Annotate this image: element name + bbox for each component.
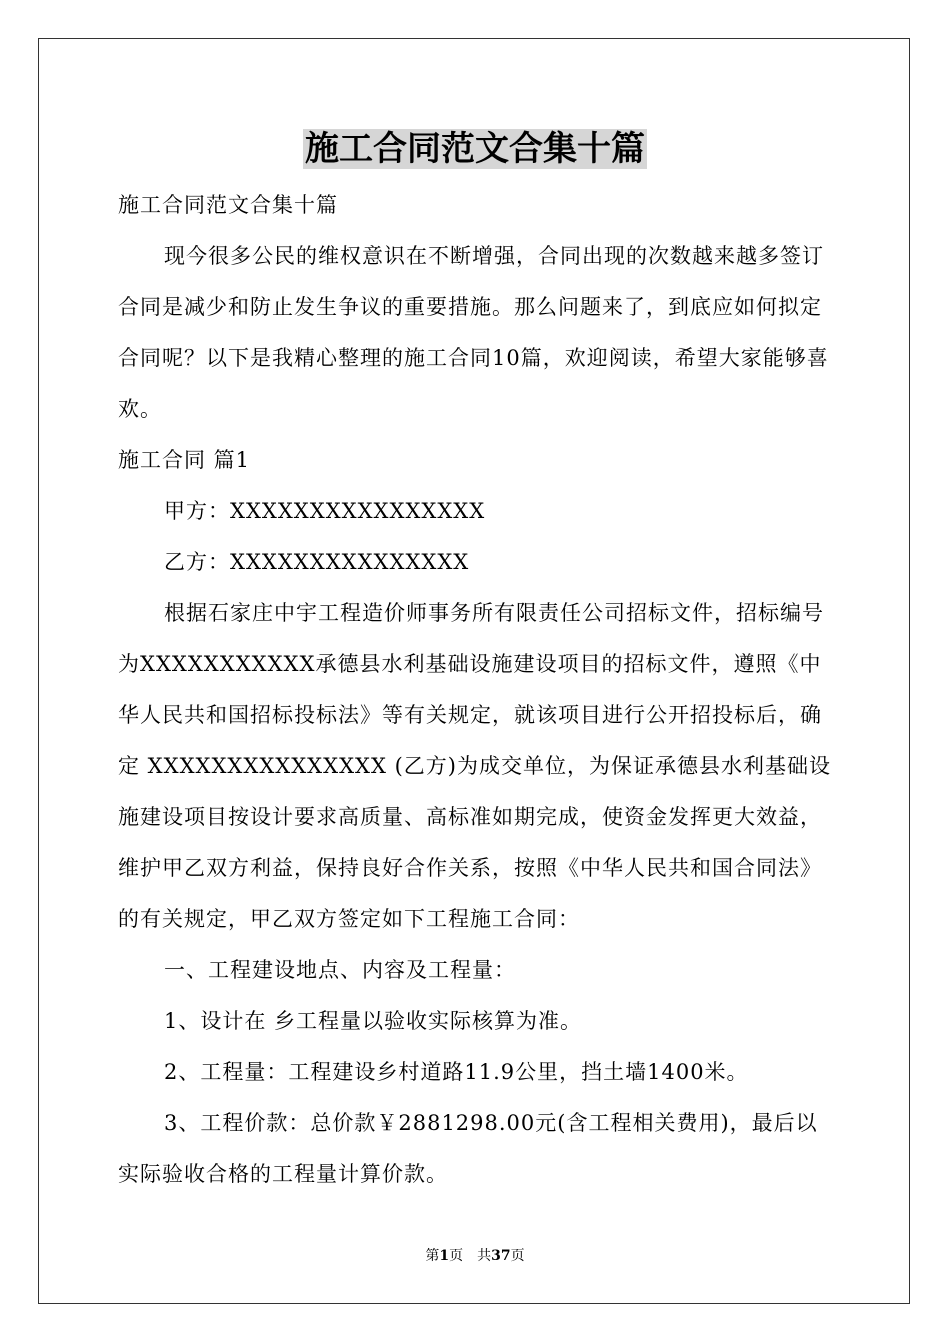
- clause-item-3: 3、工程价款：总价款￥2881298.00元(含工程相关费用)，最后以实际验收合格的工程量计算价款。: [118, 1111, 818, 1186]
- clause-item-1: 1、设计在 乡工程量以验收实际核算为准。: [164, 1009, 583, 1033]
- page-footer: [0, 1246, 950, 1266]
- footer-suffix: 页: [510, 1248, 525, 1264]
- party-b-line: 乙方：XXXXXXXXXXXXXXX: [164, 550, 470, 574]
- total-page-count: 37: [491, 1248, 511, 1264]
- party-a-line: 甲方：XXXXXXXXXXXXXXXX: [164, 499, 486, 523]
- document-body: [118, 180, 834, 1200]
- clause-heading: 一、工程建设地点、内容及工程量：: [164, 958, 516, 982]
- footer-prefix: 第: [425, 1248, 440, 1264]
- section-heading: 施工合同 篇1: [118, 448, 251, 472]
- subtitle-line: 施工合同范文合集十篇: [118, 193, 338, 217]
- contract-basis-paragraph: 根据石家庄中宇工程造价师事务所有限责任公司招标文件，招标编号为XXXXXXXXXXX承德县水利基础设施建设项目的招标文件，遵照《中华人民共和国招标投标法》等有关规定，就该项目进行公开招投标后，确定 XXXXXXXXXXXXXXX (乙方)为成交单位，为保证承德县水利基础设施建设项目按设计要求高质量、高标准如期完成，使资金发挥更大效益，维护甲乙双方利益，保持良好合作关系，按照《中华人民共和国合同法》的有关规定，甲乙双方签定如下工程施工合同：: [118, 601, 831, 931]
- document-title: 施工合同范文合集十篇: [305, 129, 645, 169]
- current-page-number: 1: [439, 1248, 450, 1264]
- intro-paragraph: 现今很多公民的维权意识在不断增强，合同出现的次数越来越多签订合同是减少和防止发生争议的重要措施。那么问题来了，到底应如何拟定合同呢？以下是我精心整理的施工合同10篇，欢迎阅读，希望大家能够喜欢。: [118, 244, 829, 421]
- clause-item-2: 2、工程量：工程建设乡村道路11.9公里，挡土墙1400米。: [164, 1060, 749, 1084]
- footer-middle: 页 共: [449, 1248, 492, 1264]
